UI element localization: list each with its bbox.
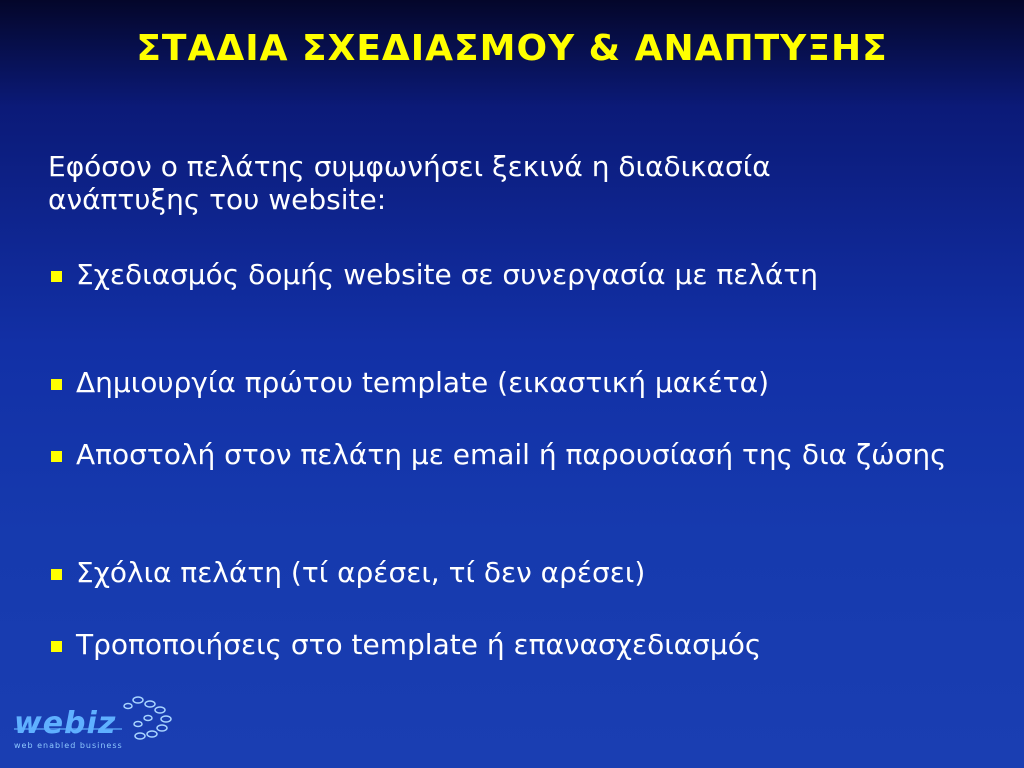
bullet-text: Σχόλια πελάτη (τί αρέσει, τί δεν αρέσει) bbox=[76, 556, 646, 589]
intro-text bbox=[48, 150, 978, 216]
square-bullet-icon bbox=[51, 641, 62, 652]
logo-wordmark: webiz bbox=[14, 706, 117, 741]
bullet-item bbox=[48, 626, 988, 664]
bullet-item bbox=[48, 436, 968, 474]
slide-title: ΣΤΑΔΙΑ ΣΧΕΔΙΑΣΜΟΥ & ΑΝΑΠΤΥΞΗΣ bbox=[136, 28, 888, 69]
intro-line-1: Εφόσον ο πελάτης συμφωνήσει ξεκινά η διαδικασία bbox=[48, 150, 771, 183]
square-bullet-icon bbox=[51, 271, 62, 282]
bullet-item bbox=[48, 364, 988, 402]
bullet-text: Αποστολή στον πελάτη με email ή παρουσίασή της δια ζώσης bbox=[76, 438, 947, 471]
square-bullet-icon bbox=[51, 569, 62, 580]
square-bullet-icon bbox=[51, 379, 62, 390]
bullet-text: Δημιουργία πρώτου template (εικαστική μακέτα) bbox=[76, 366, 770, 399]
bullet-text: Σχεδιασμός δομής website σε συνεργασία με πελάτη bbox=[76, 258, 818, 291]
bullet-item bbox=[48, 554, 988, 592]
intro-line-2: ανάπτυξης του website: bbox=[48, 183, 387, 216]
bullet-item bbox=[48, 256, 988, 294]
logo-tagline: web enabled business bbox=[14, 741, 123, 750]
webiz-logo bbox=[10, 692, 180, 756]
square-bullet-icon bbox=[51, 451, 62, 462]
bullet-text: Τροποποιήσεις στο template ή επανασχεδιασμός bbox=[76, 628, 762, 661]
